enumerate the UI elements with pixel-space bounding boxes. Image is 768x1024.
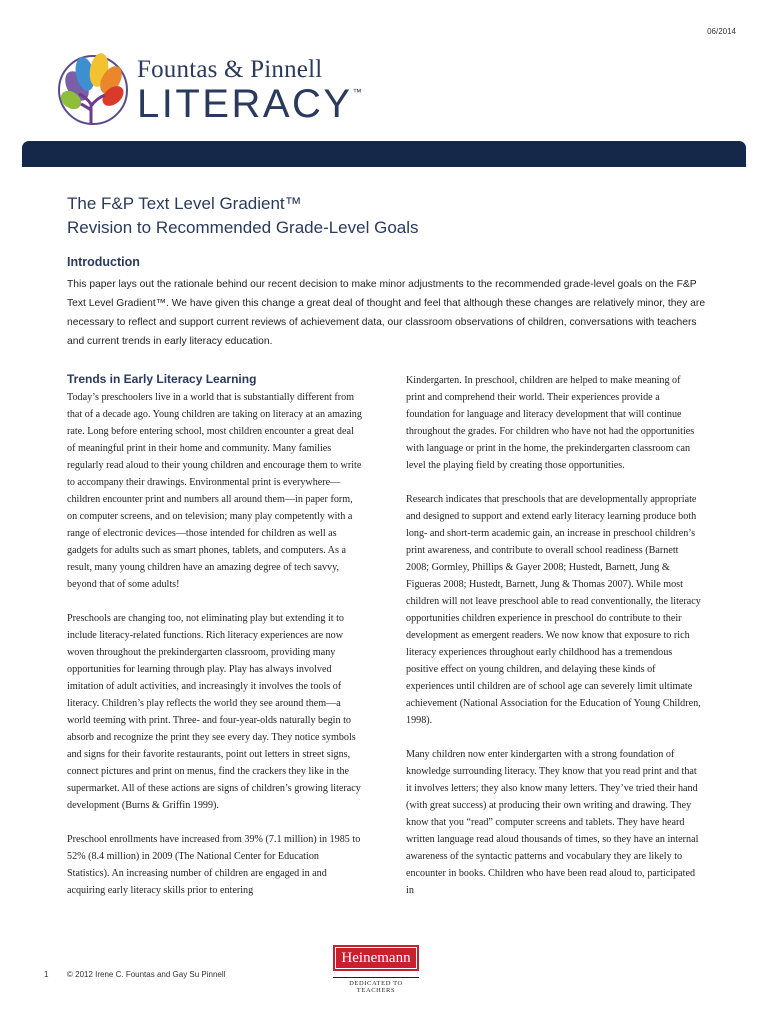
paragraph: Preschool enrollments have increased from 39% (7.1 million) in 1985 to 52% (8.4 million) in 2009 (The National Center for Education Statistics). An increasing number of children are engaged in and acquiring early literacy skills prior to entering: [67, 834, 361, 896]
document-title: [67, 192, 419, 240]
paragraph: Many children now enter kindergarten with a strong foundation of knowledge surrounding literacy. They know that you read print and that it involves letters; they also know many letters. They’ve tried their hand (with great success) at producing their own writing and drawing. They know that you “read” computer screens and tablets. They have heard written language read aloud thousands of times, so they have an internal awareness of the syntactic patterns and vocabulary they are likely to encounter in books. Children who have been read aloud to, participated in: [406, 749, 699, 896]
trademark-symbol: ™: [352, 87, 362, 97]
brand-name: Fountas & Pinnell: [137, 56, 323, 83]
title-line-2: Revision to Recommended Grade-Level Goals: [67, 218, 419, 237]
document-date: 06/2014: [707, 27, 736, 36]
header-bar: [22, 141, 746, 167]
intro-paragraph: This paper lays out the rationale behind our recent decision to make minor adjustments to the recommended grade-level goals on the F&P Text Level Gradient™. We have given this change a great deal of thought and feel that although these changes are relatively minor, they are necessary to reflect and support current reviews of achievement data, our classroom observations of children, conversations with teachers and current trends in early literacy education.: [67, 279, 706, 347]
brand-literacy-text: LITERACY: [137, 82, 353, 126]
page-number: 1: [44, 970, 49, 979]
right-column: [406, 372, 702, 916]
copyright: © 2012 Irene C. Fountas and Gay Su Pinnell: [67, 970, 226, 979]
tree-icon: [55, 48, 133, 130]
paragraph: Preschools are changing too, not eliminating play but extending it to include literacy-related functions. Rich literacy experiences are now woven throughout the prekindergarten classroom, providing many opportunities for learning through play. Play has always involved imitation of adult activities, and increasingly it involves the tools of literacy. Children’s play reflects the world they see around them—a world teeming with print. Three- and four-year-olds naturally begin to absorb and recognize the print they see every day. They notice symbols and signs for their favorite restaurants, point out letters in street signs, connect pictures and print on menus, find the crackers they like in the supermarket. All of these actions are signs of children’s growing literacy development (Burns & Griffin 1999).: [67, 613, 361, 811]
logo-divider: [333, 977, 419, 978]
publisher-name: Heinemann: [333, 945, 419, 971]
brand-literacy: [137, 84, 362, 124]
intro-heading: Introduction: [67, 255, 140, 269]
title-line-1: The F&P Text Level Gradient™: [67, 194, 302, 213]
section-heading: Trends in Early Literacy Learning: [67, 372, 257, 386]
paragraph: Kindergarten. In preschool, children are helped to make meaning of print and comprehend their world. Their experiences provide a foundation for language and literacy development that will continue throughout the grades. For children who have not had the opportunities with language or print in the home, the prekindergarten classroom can level the playing field by creating those opportunities.: [406, 375, 695, 471]
fountas-pinnell-logo: [55, 48, 362, 138]
heinemann-logo: [333, 945, 419, 994]
publisher-tagline: DEDICATED TO TEACHERS: [349, 980, 403, 994]
paragraph: Research indicates that preschools that are developmentally appropriate and designed to support and extend early literacy learning produce both long- and short-term academic gain, an increase in preschool children’s print awareness, and contribute to overall school readiness (Barnett 2008; Gormley, Phillips & Gayer 2008; Hustedt, Barnett, Jung & Figueras 2008; Hustedt, Barnett, Jung & Thomas 2007). While most children will not leave preschool able to read conventionally, the literacy opportunities children experience in preschool do contribute to their development as emergent readers. We now know that exposure to rich literacy experiences throughout early childhood has a tremendous positive effect on young children, and delaying these kinds of experiences until children are of school age can severely limit ultimate achievement (National Association for the Education of Young Children, 1998).: [406, 494, 701, 726]
left-column: [67, 371, 363, 916]
paragraph: Today’s preschoolers live in a world that is substantially different from that of a decade ago. Young children are taking on literacy at an amazing rate. Long before entering school, most children encounter a great deal of meaningful print in their home and community. Many families regularly read aloud to their young children and encourage them to write to accompany their drawings. Environmental print is everywhere—children encounter print and numbers all around them—in paper form, on computer screens, and on television; many play competently with a range of electronic devices—those intended for children as well as gadgets for adults such as smart phones, tablets, and computers. As a result, many young children have an amazing degree of tech savvy, beyond that of some adults!: [67, 392, 362, 590]
